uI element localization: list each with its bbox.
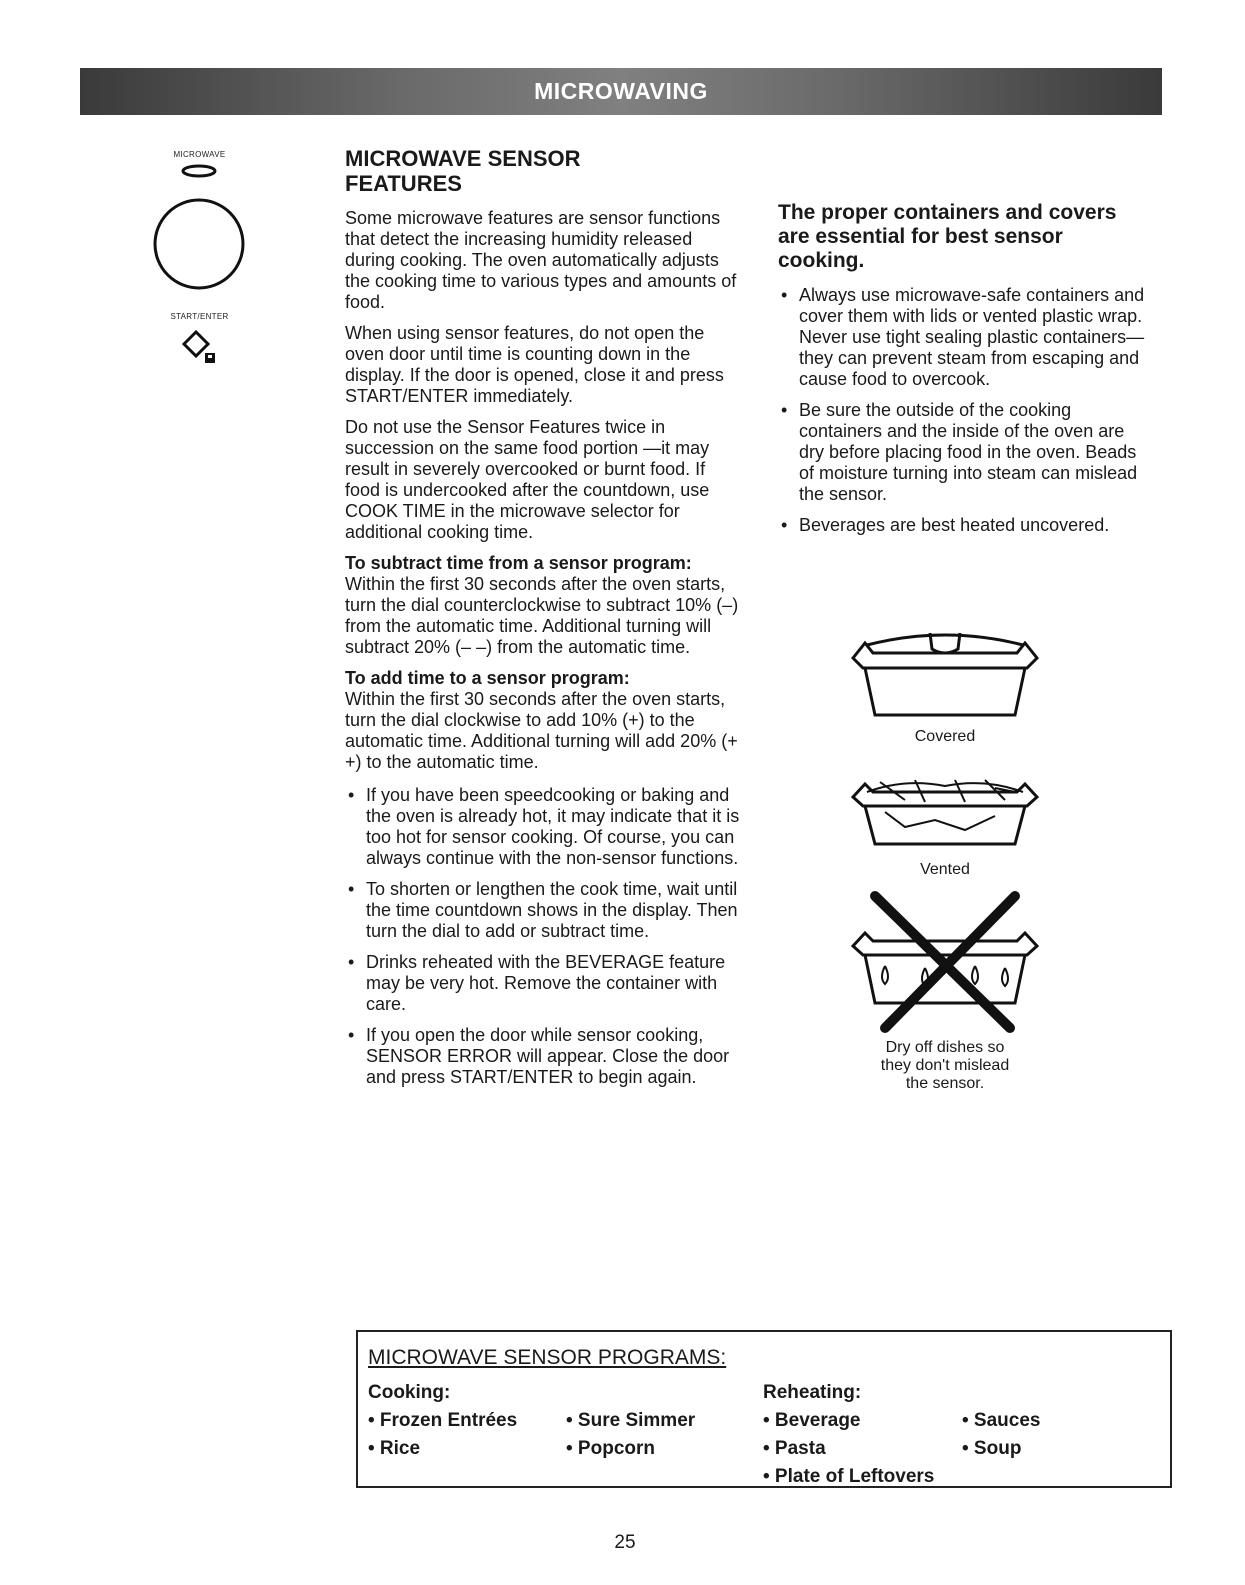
add-time-heading: To add time to a sensor program: [345,668,630,688]
list-item: • If you have been speedcooking or baking and the oven is already hot, it may indicate that it is too hot for sensor cooking. Of course, you can always continue with the non-sensor functions. [345,785,740,869]
list-item: • Sauces [962,1410,1041,1431]
left-column [345,146,740,1098]
door-paragraph: When using sensor features, do not open the oven door until time is counting down in the display. If the door is opened, close it and press START/ENTER immediately. [345,323,724,406]
list-item: • Frozen Entrées [368,1410,518,1431]
list-item: • Sure Simmer [566,1410,696,1431]
control-panel-icons [152,150,247,376]
crossed-out-wet-dish-icon [845,888,1045,1038]
list-item: • Beverage [763,1410,861,1431]
list-item: • To shorten or lengthen the cook time, wait until the time countdown shows in the display. Then turn the dial to add or subtract time. [345,879,740,942]
sensor-tips-list [345,785,740,1088]
list-item: • Rice [368,1438,421,1459]
subtract-time-block [345,553,740,658]
wet-dish-figure [845,888,1045,1093]
containers-heading: The proper containers and covers are essential for best sensor cooking. [778,201,1117,272]
reheating-label: Reheating: [763,1382,862,1403]
list-item: • Beverages are best heated uncovered. [778,515,1153,536]
dry-caption-line-2: they don't mislead [880,1057,1010,1074]
microwave-button-label: MICROWAVE [173,150,226,159]
page-number: 25 [614,1532,636,1553]
list-item: • Pasta [763,1438,826,1459]
section-title: MICROWAVING [534,78,708,104]
dry-caption-line-1: Dry off dishes so [885,1039,1005,1056]
add-time-block [345,668,740,773]
cooking-label: Cooking: [368,1382,451,1403]
list-item: • Popcorn [566,1438,655,1459]
covered-caption: Covered [914,728,976,745]
sensor-programs-title: MICROWAVE SENSOR PROGRAMS: [368,1346,727,1369]
vented-caption: Vented [920,861,970,878]
list-item: • Be sure the outside of the cooking containers and the inside of the oven are dry before placing food in the oven. Beads of moisture turning into steam can mislead the sensor. [778,400,1153,505]
list-item: • Always use microwave-safe containers and cover them with lids or vented plastic wrap. Never use tight sealing plastic containers—they can prevent steam from escaping and cause food to overcook. [778,285,1153,390]
microwave-dial-icon [152,159,247,309]
add-time-text: Within the first 30 seconds after the oven starts, turn the dial clockwise to add 10% (+) to the automatic time. Additional turning will add 20% (+ +) to the automatic time. [345,689,738,772]
section-header-bar [80,68,1162,115]
vented-dish-figure [845,772,1045,879]
reheating-programs-col2 [962,1407,1040,1463]
sensor-features-title: MICROWAVE SENSOR FEATURES [345,146,581,196]
list-item: • Soup [962,1438,1022,1459]
dry-caption-line-3: the sensor. [905,1075,985,1092]
subtract-time-heading: To subtract time from a sensor program: [345,553,692,573]
list-item: • Drinks reheated with the BEVERAGE feature may be very hot. Remove the container with care. [345,952,740,1015]
cooking-programs-col2 [566,1407,695,1463]
twice-paragraph: Do not use the Sensor Features twice in succession on the same food portion —it may result in severely overcooked or burnt food. If food is undercooked after the countdown, use COOK TIME in the microwave selector for additional cooking time. [345,417,710,542]
right-column [778,201,1153,546]
sensor-programs-box [356,1330,1172,1488]
start-enter-button-icon [152,321,247,371]
list-item: • If you open the door while sensor cooking, SENSOR ERROR will appear. Close the door and press START/ENTER to begin again. [345,1025,740,1088]
covered-dish-figure [845,623,1045,746]
cooking-programs [368,1379,517,1463]
intro-paragraph: Some microwave features are sensor functions that detect the increasing humidity released during cooking. The oven automatically adjusts the cooking time to various types and amounts of food. [345,208,737,312]
vented-dish-icon [845,772,1045,852]
containers-list [778,285,1153,536]
covered-dish-icon [845,623,1045,723]
reheating-programs [763,1379,934,1491]
start-enter-button-label: START/ENTER [170,312,229,321]
subtract-time-text: Within the first 30 seconds after the oven starts, turn the dial counterclockwise to subtract 10% (–) from the automatic time. Additional turning will subtract 20% (– –) from the automatic time. [345,574,739,657]
list-item: • Plate of Leftovers [763,1466,935,1487]
